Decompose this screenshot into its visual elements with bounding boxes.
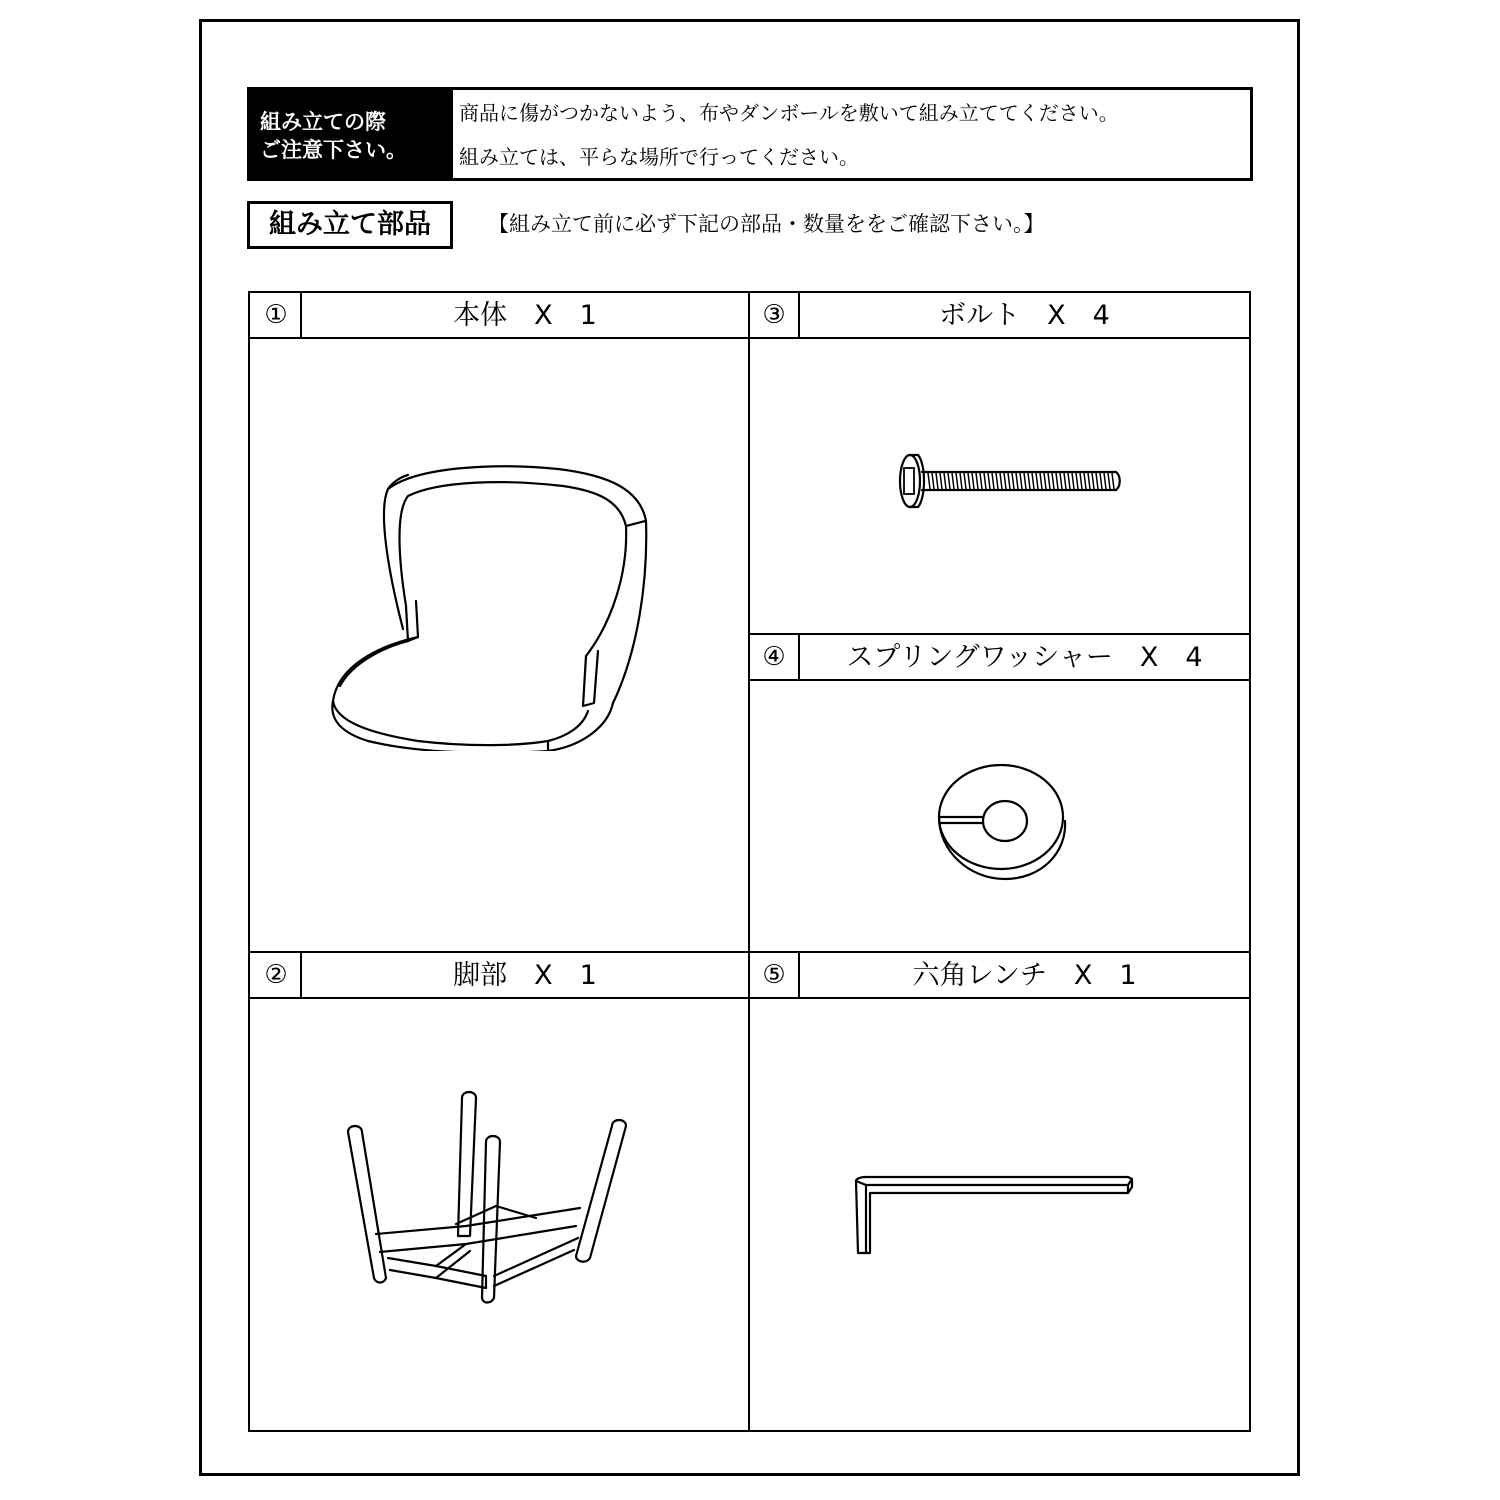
parts-note: 【組み立て前に必ず下記の部品・数量ををご確認下さい。】: [488, 212, 1045, 236]
part-2-number: ②: [264, 960, 288, 990]
table-border-right: [1249, 291, 1251, 1432]
part-1-name: 本体 X 1: [453, 300, 597, 331]
caution-text: [453, 90, 1250, 178]
parts-table: [248, 291, 1251, 1432]
leg-frame-icon: [336, 1086, 636, 1316]
bolt-icon: [888, 446, 1128, 516]
caution-label-line2: ご注意下さい。: [260, 138, 407, 162]
part-5-name: 六角レンチ X 1: [912, 960, 1137, 991]
part-2-name: 脚部 X 1: [453, 960, 597, 991]
part-1-number: ①: [264, 300, 288, 330]
caution-label-line1: 組み立ての際: [260, 110, 386, 134]
chair-seat-icon: [308, 441, 668, 751]
part-4-number: ④: [762, 642, 786, 672]
caution-box: [247, 87, 1253, 181]
hex-wrench-icon: [848, 1171, 1148, 1261]
part-4-name: スプリングワッシャー X 4: [846, 642, 1203, 673]
caution-text-line2: 組み立ては、平らな場所で行ってください。: [459, 145, 859, 169]
caution-label: [250, 90, 453, 178]
part-3-name: ボルト X 4: [939, 300, 1110, 331]
table-border-left: [248, 291, 250, 1432]
part-5-number: ⑤: [762, 960, 786, 990]
part-3-number: ③: [762, 300, 786, 330]
caution-text-line1: 商品に傷がつかないよう、布やダンボールを敷いて組み立ててください。: [459, 101, 1119, 125]
spring-washer-icon: [933, 761, 1073, 881]
table-divider-vertical: [748, 291, 750, 1432]
parts-label: 組み立て部品: [247, 201, 453, 249]
